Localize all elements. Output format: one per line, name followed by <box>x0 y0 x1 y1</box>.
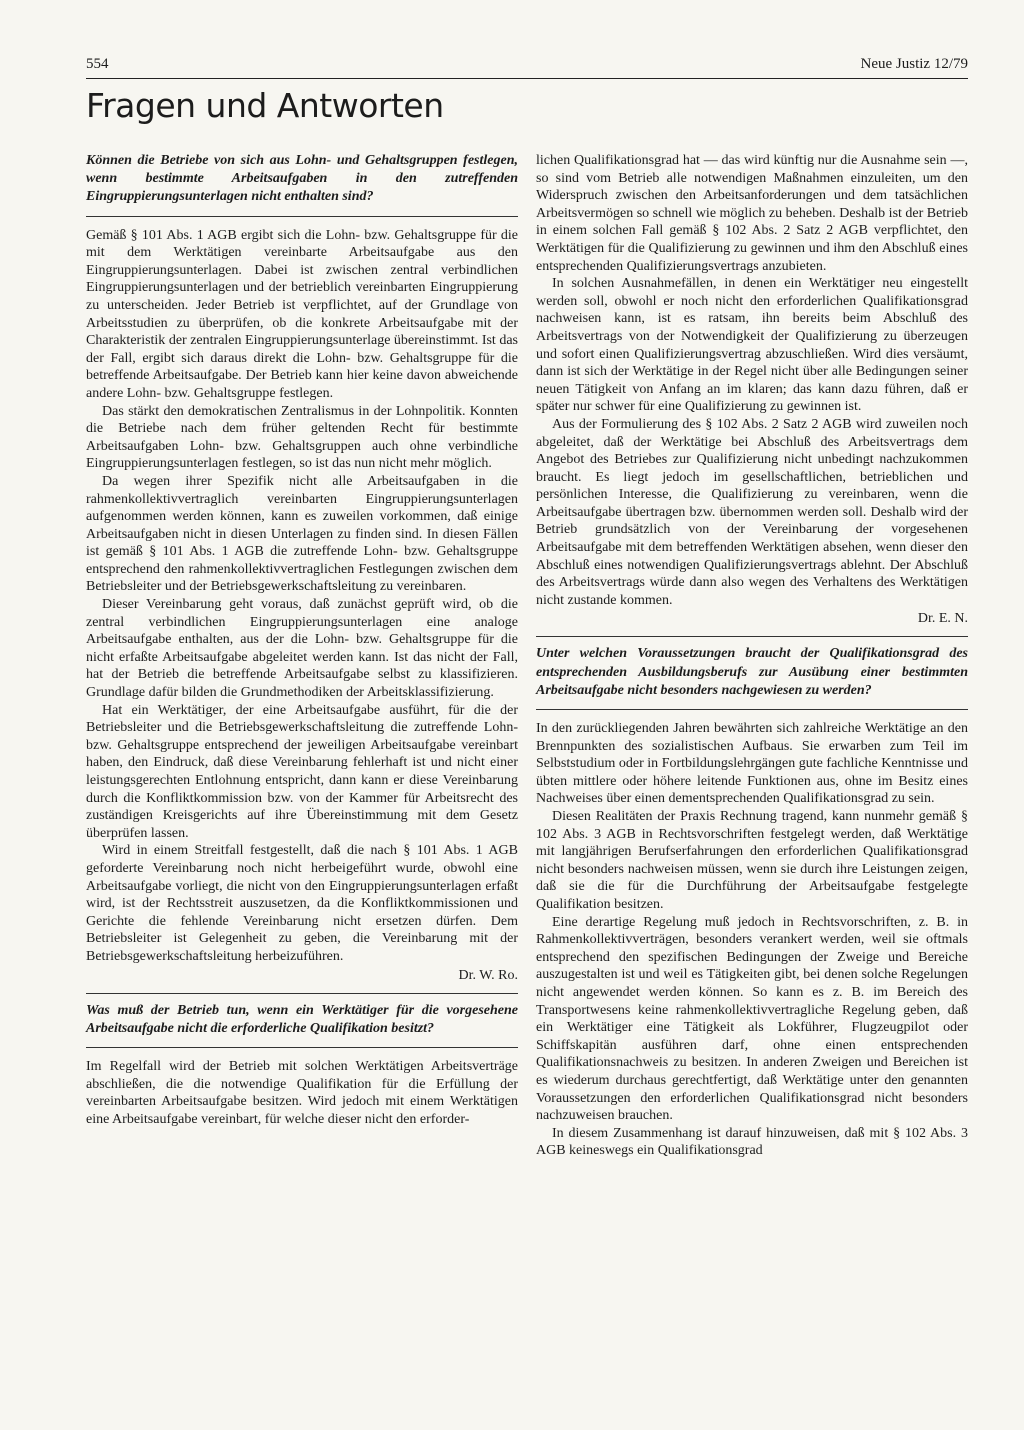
right-column <box>536 152 968 1160</box>
running-header <box>86 52 968 79</box>
answer-3-paragraph: In den zurückliegenden Jahren bewährten sich zahlreiche Werktätige an den Brennpunkten des sozialistischen Aufbaus. Sie erwarben zum Teil im Selbststudium oder in Fortbildungslehrgängen gute fachliche Kenntnisse und übten mittlere oder höhere leitende Funktionen aus, ohne im Besitz eines Nachweises über einen dementsprechenden Qualifikationsgrad zu sein. <box>536 721 968 807</box>
answer-1-paragraph: Das stärkt den demokratischen Zentralismus in der Lohnpolitik. Konnten die Betriebe nach dem früher geltenden Recht für bestimmte Arbeitsaufgaben Lohn- bzw. Gehaltsgruppen auch ohne verbindliche Eingruppierungsunterlagen festlegen, so ist das nun nicht mehr möglich. <box>86 403 518 472</box>
answer-2-paragraph: Aus der Formulierung des § 102 Abs. 2 Satz 2 AGB wird zuweilen noch abgeleitet, daß der Werktätige bei Abschluß des Arbeitsvertrags dem Angebot des Betriebes zur Qualifizierung nicht unbedingt nachzukommen braucht. Es liegt jedoch im gesellschaftlichen, betrieblichen und persönlichen Interesse, die Qualifizierung zu vereinbaren, wenn die Arbeitsaufgabe übertragen bzw. übernommen werden soll. Deshalb wird der Betrieb grundsätzlich von der Vereinbarung der vorgesehenen Arbeitsaufgabe mit dem betreffenden Werktätigen absehen, wenn dieser den Abschluß eines notwendigen Qualifizierungsvertrags ablehnt. Der Abschluß des Arbeitsvertrags würde dann also wegen des Verhaltens des Werktätigen nicht zustande kommen. <box>536 416 968 608</box>
answer-3-paragraph: Diesen Realitäten der Praxis Rechnung tragend, kann nunmehr gemäß § 102 Abs. 3 AGB in Rechtsvorschriften festgelegt werden, daß Werktätige mit langjährigen Berufserfahrungen den erforderlichen Qualifikationsgrad nicht besonders nachweisen müssen, wenn sie durch ihre Leistungen zeigen, daß sie die für die Durchführung der Arbeitsaufgabe festgelegte Qualifikation besitzen. <box>536 809 968 912</box>
answer-1-paragraph: Hat ein Werktätiger, der eine Arbeitsaufgabe ausführt, für die der Betriebsleiter und die Betriebsgewerkschaftsleitung die zutreffende Lohn- bzw. Gehaltsgruppe entsprechend der jeweiligen Arbeitsaufgabe vereinbart haben, den Eindruck, daß diese Vereinbarung fehlerhaft ist und nicht einer leistungsgerechten Entlohnung entspricht, dann kann er diese Vereinbarung durch die Konfliktkommission bzw. von der Kammer für Arbeitsrecht des zuständigen Kreisgerichts auf ihre Übereinstimmung mit dem Gesetz überprüfen lassen. <box>86 702 518 841</box>
answer-2-paragraph: lichen Qualifikationsgrad hat — das wird künftig nur die Ausnahme sein —, so sind vom Betrieb alle notwendigen Maßnahmen einzuleiten, um den Widerspruch zwischen den Arbeitsanforderungen und dem tatsächlichen Arbeitsvermögen so schnell wie möglich zu beheben. Deshalb ist der Betrieb in einem solchen Fall gemäß § 102 Abs. 2 Satz 2 AGB verpflichtet, den Werktätigen für die Qualifizierung zu gewinnen und ihm den Abschluß eines entsprechenden Qualifizierungsvertrags anzubieten. <box>536 153 968 274</box>
journal-issue: Neue Justiz 12/79 <box>860 56 968 72</box>
question-3: Unter welchen Voraussetzungen braucht der Qualifikationsgrad des entsprechenden Ausbildungsberufs zur Ausübung einer bestimmten Arbeitsaufgabe nicht besonders nachgewiesen zu werden? <box>536 636 968 710</box>
question-1: Können die Betriebe von sich aus Lohn- und Gehaltsgruppen festlegen, wenn bestimmte Arbeitsaufgaben in den zutreffenden Eingruppierungsunterlagen nicht enthalten sind? <box>86 152 518 217</box>
left-column <box>86 152 518 1128</box>
page-number: 554 <box>86 56 109 72</box>
answer-1-paragraph: Da wegen ihrer Spezifik nicht alle Arbeitsaufgaben in die rahmenkollektivvertraglich vereinbarten Eingruppierungsunterlagen aufgenommen werden können, kann es zuweilen vorkommen, daß einige Arbeitsaufgaben nicht in diesen Unterlagen zu finden sind. In diesen Fällen ist gemäß § 101 Abs. 1 AGB die zutreffende Lohn- bzw. Gehaltsgruppe entsprechend den rahmenkollektivvertraglichen Festlegungen zwischen dem Betriebsleiter und der Betriebsgewerkschaftsleitung zu vereinbaren. <box>86 473 518 595</box>
answer-1-paragraph: Gemäß § 101 Abs. 1 AGB ergibt sich die Lohn- bzw. Gehaltsgruppe für die mit dem Werktätigen vereinbarte Arbeitsaufgabe aus den Eingruppierungsunterlagen. Dabei ist zwischen zentral verbindlichen Eingruppierungsunterlagen und der betrieblich vereinbarten Eingruppierung zu unterscheiden. Jeder Betrieb ist verpflichtet, auf der Grundlage von Arbeitsstudien zu überprüfen, ob die konkrete Arbeitsaufgabe mit der Charakteristik der zentralen Eingruppierungsunterlage übereinstimmt. Ist das der Fall, ergibt sich daraus direkt die Lohn- bzw. Gehaltsgruppe für die betreffende Arbeitsaufgabe. Der Betrieb kann hier keine davon abweichende andere Lohn- bzw. Gehaltsgruppe festlegen. <box>86 227 518 401</box>
author-signature-2: Dr. E. N. <box>917 611 968 627</box>
section-title: Fragen und Antworten <box>86 86 444 125</box>
answer-3-paragraph: Eine derartige Regelung muß jedoch in Rechtsvorschriften, z. B. in Rahmenkollektivverträgen, besonders verankert werden, weil sie oftmals entsprechend den spezifischen Bedingungen der Zweige und Bereiche auszugestalten ist und weil es Tätigkeiten gibt, bei denen solche Regelungen nicht angewendet werden können. So kann es z. B. im Bereich des Transportwesens keine rahmenkollektivvertragliche Regelung geben, daß ein Werktätiger eine Tätigkeit als Lokführer, Flugzeugpilot oder Schiffskapitän ausführen darf, ohne einen entsprechenden Qualifikationsnachweis zu besitzen. In anderen Zweigen und Bereichen ist es wiederum durchaus gerechtfertigt, daß Werktätige unter den genannten Voraussetzungen den erforderlichen Qualifikationsgrad nicht besonders nachzuweisen brauchen. <box>536 914 968 1124</box>
answer-2-paragraph: Im Regelfall wird der Betrieb mit solchen Werktätigen Arbeitsverträge abschließen, die die notwendige Qualifikation für die Erfüllung der vereinbarten Arbeitsaufgabe besitzen. Wird jedoch mit einem Werktätigen eine Arbeitsaufgabe vereinbart, für welche dieser nicht den erforder- <box>86 1058 518 1127</box>
answer-3-paragraph: In diesem Zusammenhang ist darauf hinzuweisen, daß mit § 102 Abs. 3 AGB keineswegs ein Qualifikationsgrad <box>536 1125 968 1159</box>
answer-1-paragraph: Wird in einem Streitfall festgestellt, daß die nach § 101 Abs. 1 AGB geforderte Vereinbarung noch nicht herbeigeführt wurde, obwohl eine Arbeitsaufgabe vorliegt, die nicht von den Eingruppierungsunterlagen erfaßt wird, ist der Rechtsstreit auszusetzen, da die Konfliktkommissionen und Gerichte die fehlende Vereinbarung nicht ersetzen dürfen. Dem Betriebsleiter ist Gelegenheit zu geben, die Vereinbarung mit der Betriebsgewerkschaftsleitung herbeizuführen. <box>86 843 518 964</box>
answer-1-paragraph: Dieser Vereinbarung geht voraus, daß zunächst geprüft wird, ob die zentral verbindlichen Eingruppierungsunterlagen eine analoge Arbeitsaufgabe enthalten, aus der die Lohn- bzw. Gehaltsgruppe für die nicht erfaßte Arbeitsaufgabe abgeleitet werden kann. Ist das nicht der Fall, hat der Betrieb die betreffende Arbeitsaufgabe selbst zu klassifizieren. Grundlage dafür bilden die Grundmethodiken der Arbeitsklassifizierung. <box>86 597 518 701</box>
answer-2-paragraph: In solchen Ausnahmefällen, in denen ein Werktätiger neu eingestellt werden soll, obwohl er noch nicht den erforderlichen Qualifikationsgrad nachweisen kann, ist es ratsam, ihn bereits beim Abschluß des Arbeitsvertrags von der Notwendigkeit der Qualifizierung zu überzeugen und sofort einen Qualifizierungsvertrag abzuschließen. Wird dies versäumt, dann ist sich der Werktätige in der Regel nicht über alle Bedingungen seiner neuen Tätigkeit von Anfang an im klaren; das kann dazu führen, daß er später nur schwer für eine Qualifizierung zu gewinnen ist. <box>536 276 968 415</box>
question-2: Was muß der Betrieb tun, wenn ein Werktätiger für die vorgesehene Arbeitsaufgabe nicht die erforderliche Qualifikation besitzt? <box>86 993 518 1048</box>
author-signature-1: Dr. W. Ro. <box>458 967 518 983</box>
